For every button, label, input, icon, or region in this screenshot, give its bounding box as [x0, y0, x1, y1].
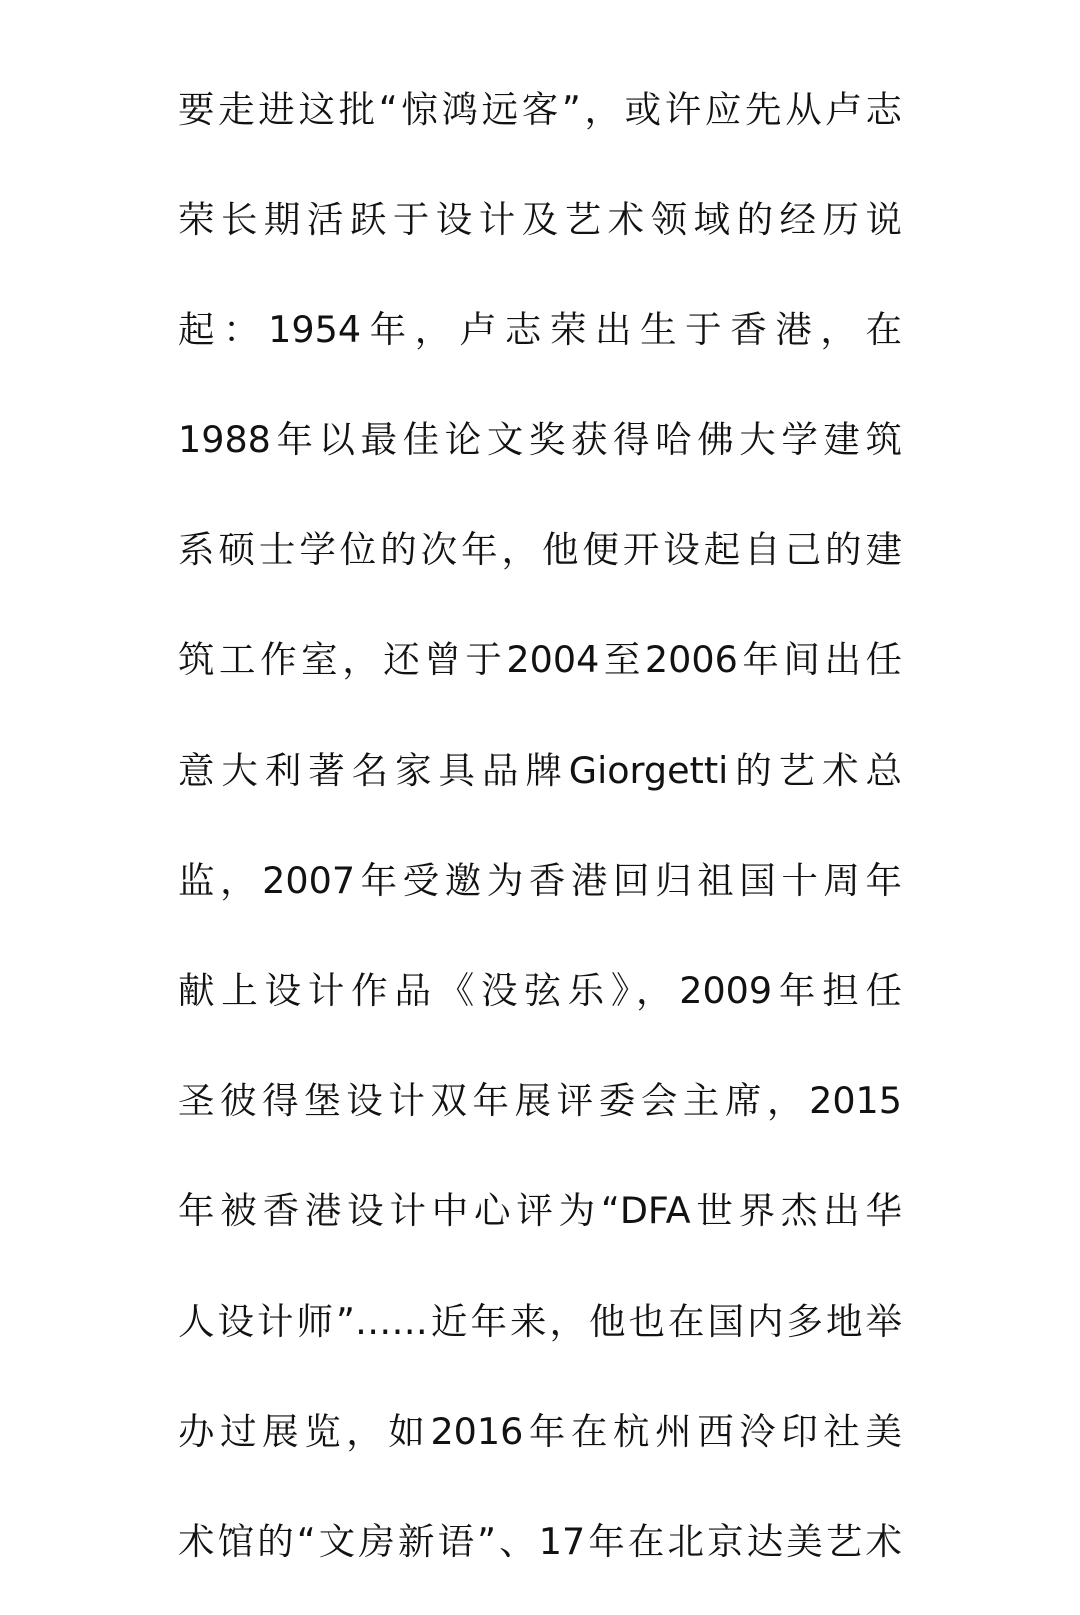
text-line-7: 意大利著名家具品牌Giorgetti的艺术总	[178, 748, 902, 792]
text-line-6: 筑工作室，还曾于2004至2006年间出任	[178, 638, 902, 682]
text-line-10: 圣彼得堡设计双年展评委会主席，2015	[178, 1079, 902, 1123]
text-line-12: 人设计师”……近年来，他也在国内多地举	[178, 1299, 902, 1343]
text-line-3: 起：1954年，卢志荣出生于香港，在	[178, 307, 902, 351]
text-line-13: 办过展览，如2016年在杭州西泠印社美	[178, 1409, 902, 1453]
text-line-14: 术馆的“文房新语”、17年在北京达美艺术	[178, 1519, 902, 1563]
text-line-9: 献上设计作品《没弦乐》，2009年担任	[178, 969, 902, 1012]
text-line-8: 监，2007年受邀为香港回归祖国十周年	[178, 858, 902, 902]
article-body	[178, 36, 902, 1615]
text-line-5: 系硕士学位的次年，他便开设起自己的建	[178, 528, 902, 572]
text-line-2: 荣长期活跃于设计及艺术领域的经历说	[178, 197, 902, 241]
text-line-4: 1988年以最佳论文奖获得哈佛大学建筑	[178, 418, 902, 462]
text-line-11: 年被香港设计中心评为“DFA世界杰出华	[178, 1189, 902, 1233]
text-line-1: 要走进这批“惊鸿远客”，或许应先从卢志	[178, 87, 902, 131]
